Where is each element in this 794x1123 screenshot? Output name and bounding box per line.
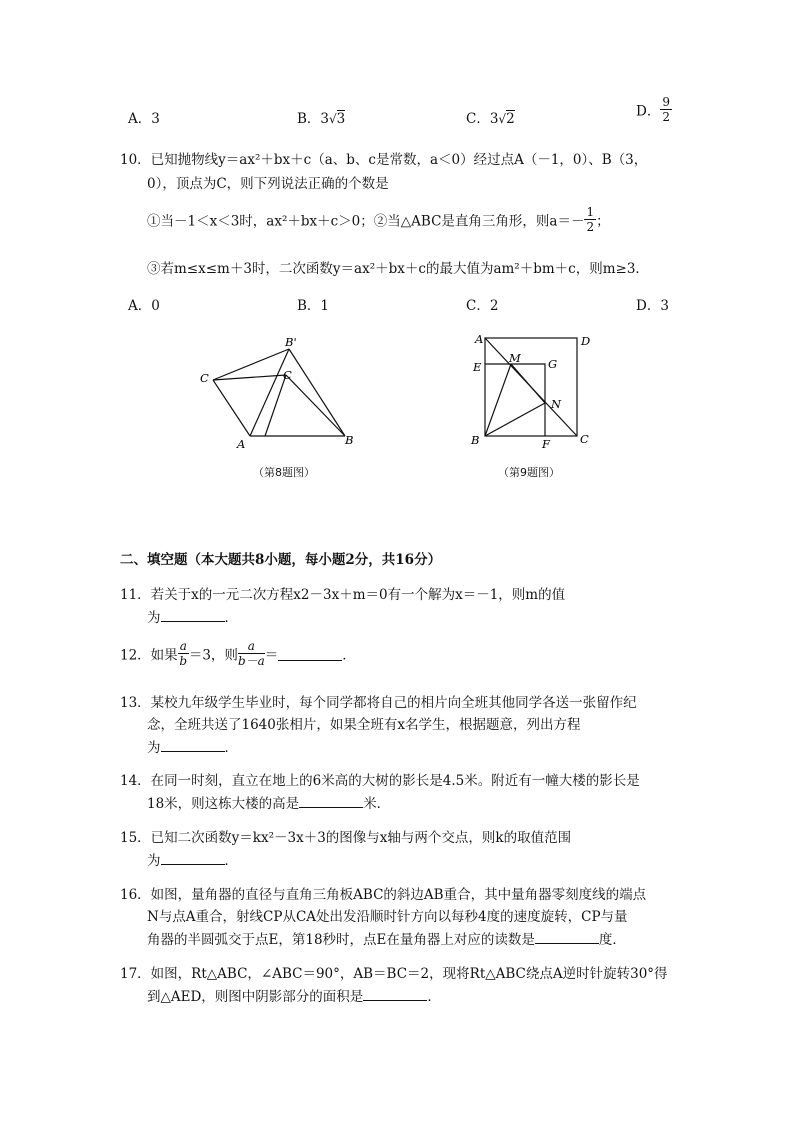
- q10-option-a: A．0: [128, 298, 160, 314]
- q11-prefix: 为: [147, 610, 161, 626]
- fig9-label-n: N: [551, 397, 562, 411]
- q13-line2: 念，全班共送了1640张相片，如果全班有x名学生，根据题意，列出方程: [147, 717, 581, 733]
- q15-line1: 15．已知二次函数y＝kx²－3x＋3的图像与x轴与两个交点，则k的取值范围: [120, 830, 572, 846]
- q12-equals: ＝: [264, 647, 279, 664]
- q10-option-b: B．1: [297, 298, 330, 314]
- q11-line2: [147, 606, 238, 626]
- q17-line1: 17．如图，Rt△ABC，∠ABC＝90°，AB＝BC＝2，现将Rt△ABC绕点A逆时针旋转30°得: [120, 966, 668, 982]
- figure-9-diagram: [465, 330, 595, 450]
- q9-option-c: C．3√2: [466, 111, 515, 127]
- q9-option-d: [636, 96, 672, 123]
- fig9-segment-bn: [485, 403, 545, 436]
- q9-option-d-fraction: [660, 96, 672, 123]
- fig8-edge-cprime-b: [286, 375, 345, 436]
- fig8-edge-bprime-b: [289, 349, 345, 436]
- q13-line3: [147, 736, 238, 756]
- fig9-label-a: A: [475, 332, 484, 346]
- fig8-label-b: B: [345, 433, 354, 447]
- q12-fraction-a-over-b: [178, 640, 189, 667]
- q15-answer-blank[interactable]: [161, 850, 225, 865]
- q10-statement-3: ③若m≤x≤m＋3时，二次函数y＝ax²＋bx＋c的最大值为am²＋bm＋c，则m≥3．: [147, 261, 649, 277]
- q13-line1: 13．某校九年级学生毕业时，每个同学都将自己的相片向全班其他同学各送一张留作纪: [120, 695, 637, 711]
- q10-fraction-half: [584, 206, 596, 233]
- q10-statement-1-text: ①当－1＜x＜3时，ax²＋bx＋c＞0；②当△ABC是直角三角形，则a＝－: [147, 213, 585, 230]
- q9-option-a: A．3: [128, 111, 160, 127]
- q16-prefix: 角器的半圆弧交于点E，第18秒时，点E在量角器上对应的读数是: [147, 932, 535, 948]
- q11-line1: 11．若关于x的一元二次方程x2－3x＋m＝0有一个解为x＝－1，则m的值: [120, 587, 566, 603]
- q16-suffix: 度．: [598, 932, 626, 948]
- q14-answer-blank[interactable]: [299, 793, 363, 808]
- fig9-segment-bm: [485, 364, 511, 436]
- q16-line2: N与点A重合，射线CP从CA处出发沿顺时针方向以每秒4度的速度旋转，CP与量: [147, 909, 628, 925]
- q14-prefix: 18米，则这栋大楼的高是: [147, 796, 300, 812]
- q12-fraction1-numerator: a: [179, 639, 187, 653]
- q9-option-c-radical: 2: [506, 111, 515, 127]
- q10-option-d: D．3: [636, 298, 669, 314]
- q15-prefix: 为: [147, 853, 161, 869]
- q16-line3: [147, 928, 626, 948]
- fig8-edge-c-a: [213, 380, 250, 436]
- fig9-label-m: M: [509, 351, 521, 365]
- fig9-label-d: D: [581, 334, 591, 348]
- q9-option-b: B．3√3: [297, 111, 346, 127]
- figure-8-diagram: [195, 330, 370, 450]
- q14-line2: [147, 792, 390, 812]
- q10-fraction-denominator: 2: [586, 220, 595, 234]
- fig8-label-a: A: [237, 437, 246, 450]
- figure-9-caption: （第9题图）: [498, 466, 560, 479]
- fig9-square-efg: [485, 364, 545, 436]
- q12-fraction2-denominator: b－a: [237, 654, 265, 668]
- q9-option-d-denominator: 2: [662, 110, 670, 124]
- q12-fraction-a-over-b-minus-a: [238, 640, 265, 667]
- fig8-label-c-prime: C: [283, 368, 292, 382]
- fig9-label-c: C: [580, 432, 589, 446]
- q10-statement-1-end: ；: [596, 213, 610, 230]
- q11-answer-blank[interactable]: [161, 607, 225, 622]
- q9-option-d-prefix: D．: [636, 103, 661, 120]
- fig8-edge-cprime-a: [265, 375, 286, 436]
- q12-fraction1-denominator: b: [179, 654, 188, 668]
- fig8-label-b-prime: B': [285, 335, 297, 349]
- q13-prefix: 为: [147, 740, 161, 756]
- q13-suffix: ．: [224, 740, 238, 756]
- q11-suffix: ．: [224, 610, 238, 626]
- q15-suffix: ．: [224, 853, 238, 869]
- fig9-label-b: B: [471, 433, 480, 447]
- q12-answer-blank[interactable]: [278, 646, 342, 661]
- q10-fraction-numerator: 1: [586, 205, 595, 219]
- q17-line2: [147, 985, 441, 1005]
- q14-line1: 14．在同一时刻，直立在地上的6米高的大树的影长是4.5米。附近有一幢大楼的影长是: [120, 773, 640, 789]
- q12-suffix: ．: [342, 647, 356, 664]
- fig9-label-g: G: [548, 357, 558, 371]
- fig9-label-e: E: [473, 360, 482, 374]
- q16-answer-blank[interactable]: [535, 929, 599, 944]
- q9-option-b-prefix: B．3: [297, 111, 330, 127]
- figure-8-caption: （第8题图）: [253, 466, 315, 479]
- q17-answer-blank[interactable]: [363, 986, 427, 1001]
- fig8-label-c: C: [200, 371, 209, 385]
- q9-option-b-radical: 3: [336, 111, 346, 127]
- q9-option-c-prefix: C．3: [466, 111, 499, 127]
- q12-line: [120, 640, 356, 667]
- fig9-label-f: F: [542, 437, 550, 450]
- q13-answer-blank[interactable]: [161, 737, 225, 752]
- q10-statement-1-2: [147, 206, 610, 233]
- q12-prefix: 12．如果: [120, 647, 178, 664]
- q10-line2: 0），顶点为C，则下列说法正确的个数是: [147, 176, 389, 192]
- q10-option-c: C．2: [466, 298, 499, 314]
- q14-suffix: 米．: [363, 796, 391, 812]
- fig9-segment-mn: [511, 364, 545, 403]
- q17-suffix: ．: [427, 989, 441, 1005]
- q12-middle: ＝3，则: [188, 647, 238, 664]
- q17-prefix: 到△AED，则图中阴影部分的面积是: [147, 989, 364, 1005]
- section-2-heading: 二、填空题（本大题共8小题，每小题2分，共16分）: [120, 552, 442, 568]
- q16-line1: 16．如图，量角器的直径与直角三角板ABC的斜边AB重合，其中量角器零刻度线的端点: [120, 887, 647, 903]
- q10-line1: 10．已知抛物线y＝ax²＋bx＋c（a、b、c是常数，a＜0）经过点A（－1，0）、B（3，: [120, 152, 648, 168]
- q9-option-d-numerator: 9: [662, 95, 670, 109]
- q15-line2: [147, 849, 238, 869]
- q12-fraction2-numerator: a: [238, 640, 265, 654]
